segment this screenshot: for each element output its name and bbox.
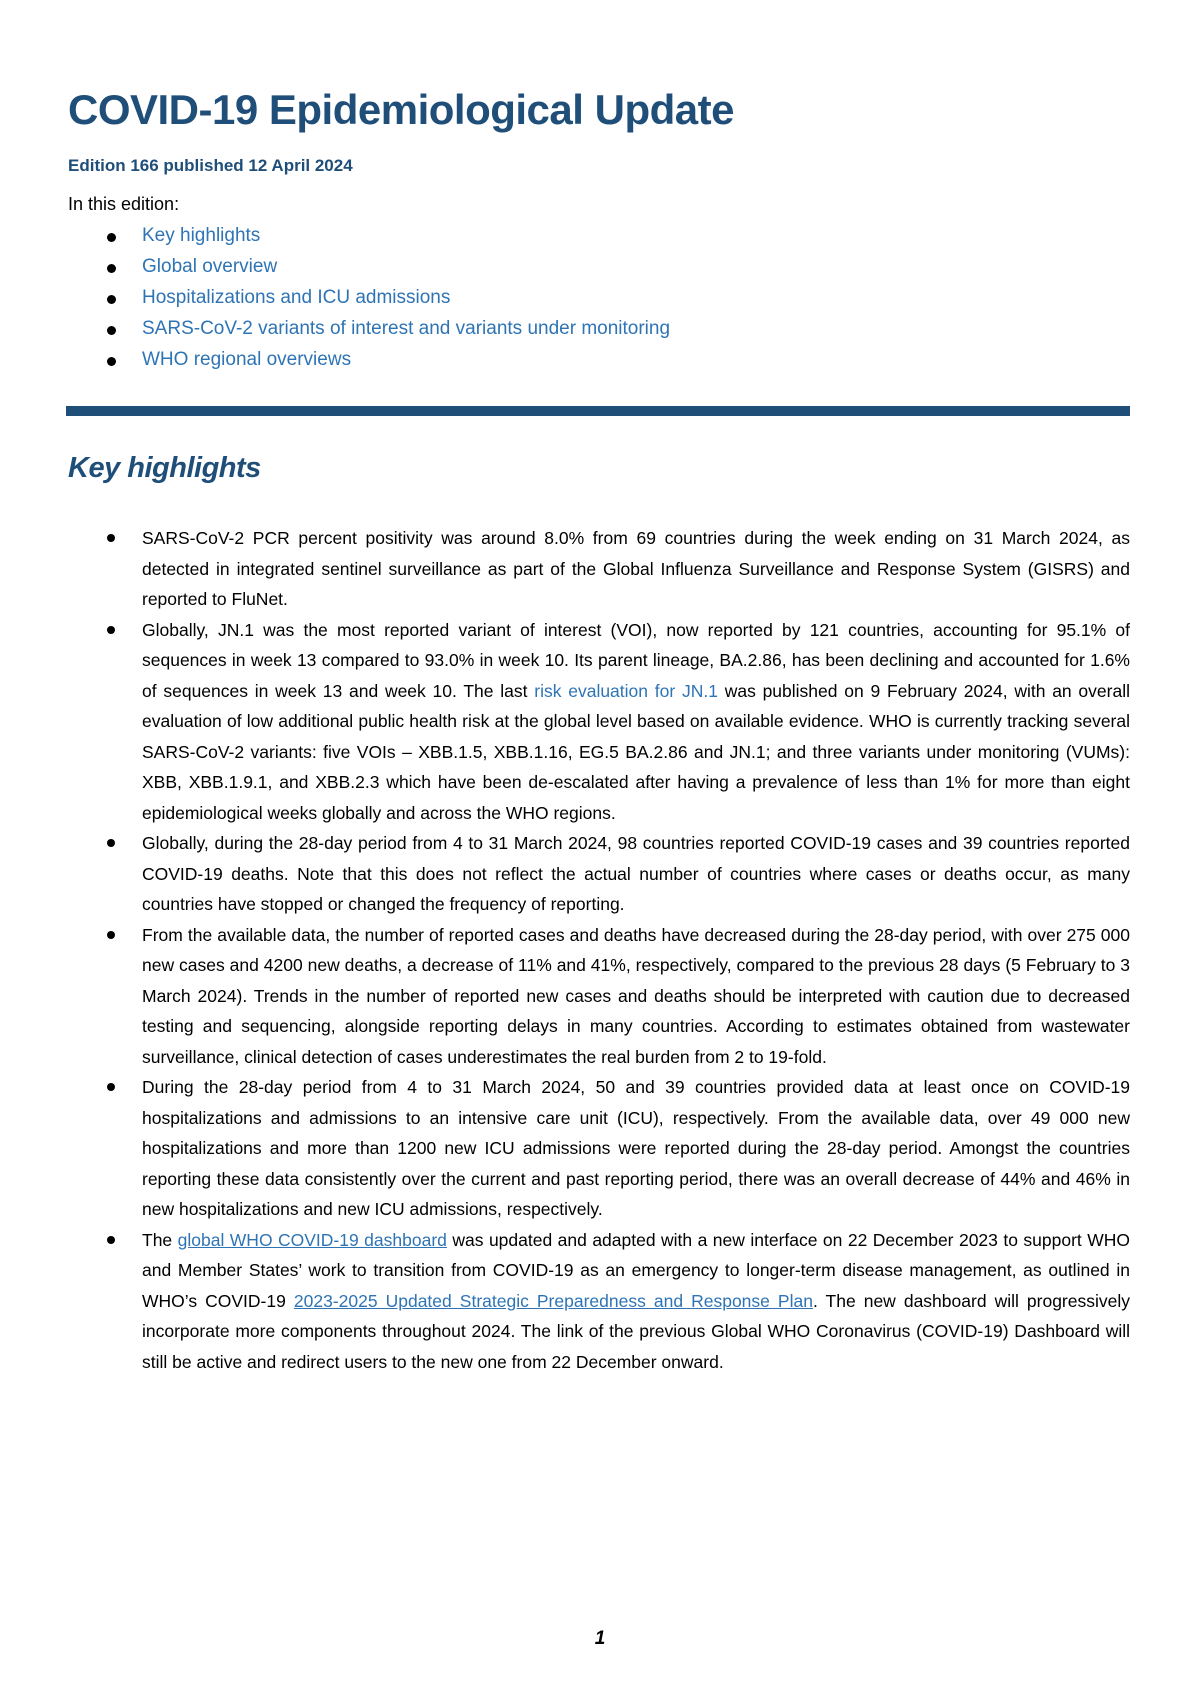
toc-link-variants[interactable]: SARS-CoV-2 variants of interest and variants under monitoring xyxy=(142,318,671,339)
toc-link-hospitalizations[interactable]: Hospitalizations and ICU admissions xyxy=(142,287,451,308)
key-highlights-heading: Key highlights xyxy=(68,452,261,484)
section-divider xyxy=(66,406,1130,416)
highlight-percent-positivity xyxy=(68,523,1130,615)
highlight-text: From the available data, the number of reported cases and deaths have decreased during the 28-day period, with over 275 000 new cases and 4200 new deaths, a decrease of 11% and 41%, respectively, compared to the previous 28 days (5 February to 3 March 2024). Trends in the number of reported new cases and deaths should be interpreted with caution due to decreased testing and sequencing, alongside reporting delays in many countries. According to estimates obtained from wastewater surveillance, clinical detection of cases underestimates the real burden from 2 to 19-fold. xyxy=(142,924,1130,1067)
document-title: COVID-19 Epidemiological Update xyxy=(68,86,734,133)
highlight-text: SARS-CoV-2 PCR percent positivity was around 8.0% from 69 countries during the week ending on 31 March 2024, as detected in integrated sentinel surveillance as part of the Global Influenza Surveillance and Response System (GISRS) and reported to FluNet. xyxy=(142,528,1130,609)
risk-evaluation-link[interactable]: risk evaluation for JN.1 xyxy=(534,680,718,701)
highlight-text: . The new dashboard will progressively incorporate more components throughout 2024. The link of the previous Global WHO Coronavirus (COVID-19) Dashboard will still be active and redirect users to the new one from 22 December onward. xyxy=(142,1290,1131,1372)
highlight-text: was published on 9 February 2024, with an overall evaluation of low additional public health risk at the global level based on available evidence. WHO is currently tracking several SARS-CoV-2 variants: five VOIs – XBB.1.5, XBB.1.16, EG.5 BA.2.86 and JN.1; and three variants under monitoring (VUMs): XBB, XBB.1.9.1, and XBB.2.3 which have been de-escalated after having a prevalence of less than 1% for more than eight epidemiological weeks globally and across the WHO regions. xyxy=(142,680,1130,823)
toc-heading: In this edition: xyxy=(68,194,180,214)
toc-item-hospitalizations xyxy=(68,284,670,315)
highlight-cases-deaths xyxy=(68,920,1130,1073)
toc-item-key-highlights xyxy=(68,222,670,253)
page-number: 1 xyxy=(594,1628,606,1649)
highlight-text: was updated and adapted with a new interface on 22 December 2023 to support WHO and Member States’ work to transition from COVID-19 as an emergency to longer-term disease management, as outlined in WHO’s COVID-19 xyxy=(142,1229,1130,1311)
table-of-contents xyxy=(68,222,670,377)
highlight-dashboard xyxy=(68,1225,1130,1378)
edition-info: Edition 166 published 12 April 2024 xyxy=(68,156,353,175)
key-highlights-list xyxy=(68,523,1130,1377)
highlight-text: The xyxy=(142,1229,178,1250)
highlight-hospitalizations xyxy=(68,1072,1130,1225)
toc-item-global-overview xyxy=(68,253,670,284)
dashboard-link[interactable]: global WHO COVID-19 dashboard xyxy=(177,1229,447,1250)
strategic-plan-link[interactable]: 2023-2025 Updated Strategic Preparedness and Response Plan xyxy=(293,1290,813,1311)
toc-item-regional-overviews xyxy=(68,346,670,377)
toc-link-global-overview[interactable]: Global overview xyxy=(142,256,278,277)
highlight-text: During the 28-day period from 4 to 31 March 2024, 50 and 39 countries provided data at least once on COVID-19 hospitalizations and admissions to an intensive care unit (ICU), respectively. From the available data, over 49 000 new hospitalizations and more than 1200 new ICU admissions were reported during the 28-day period. Amongst the countries reporting these data consistently over the current and past reporting period, there was an overall decrease of 44% and 46% in new hospitalizations and new ICU admissions, respectively. xyxy=(142,1077,1130,1219)
highlight-text: Globally, JN.1 was the most reported variant of interest (VOI), now reported by 121 countries, accounting for 95.1% of sequences in week 13 compared to 93.0% in week 10. Its parent lineage, BA.2.86, has been declining and accounted for 1.6% of sequences in week 13 and week 10. The last xyxy=(142,619,1130,701)
highlight-reporting-countries xyxy=(68,828,1130,920)
highlight-text: Globally, during the 28-day period from 4 to 31 March 2024, 98 countries reported COVID-19 cases and 39 countries reported COVID-19 deaths. Note that this does not reflect the actual number of countries where cases or deaths occur, as many countries have stopped or changed the frequency of reporting. xyxy=(142,833,1130,914)
toc-item-variants xyxy=(68,315,670,346)
highlight-variants xyxy=(68,615,1130,829)
toc-link-regional-overviews[interactable]: WHO regional overviews xyxy=(142,349,352,370)
toc-link-key-highlights[interactable]: Key highlights xyxy=(142,225,261,246)
